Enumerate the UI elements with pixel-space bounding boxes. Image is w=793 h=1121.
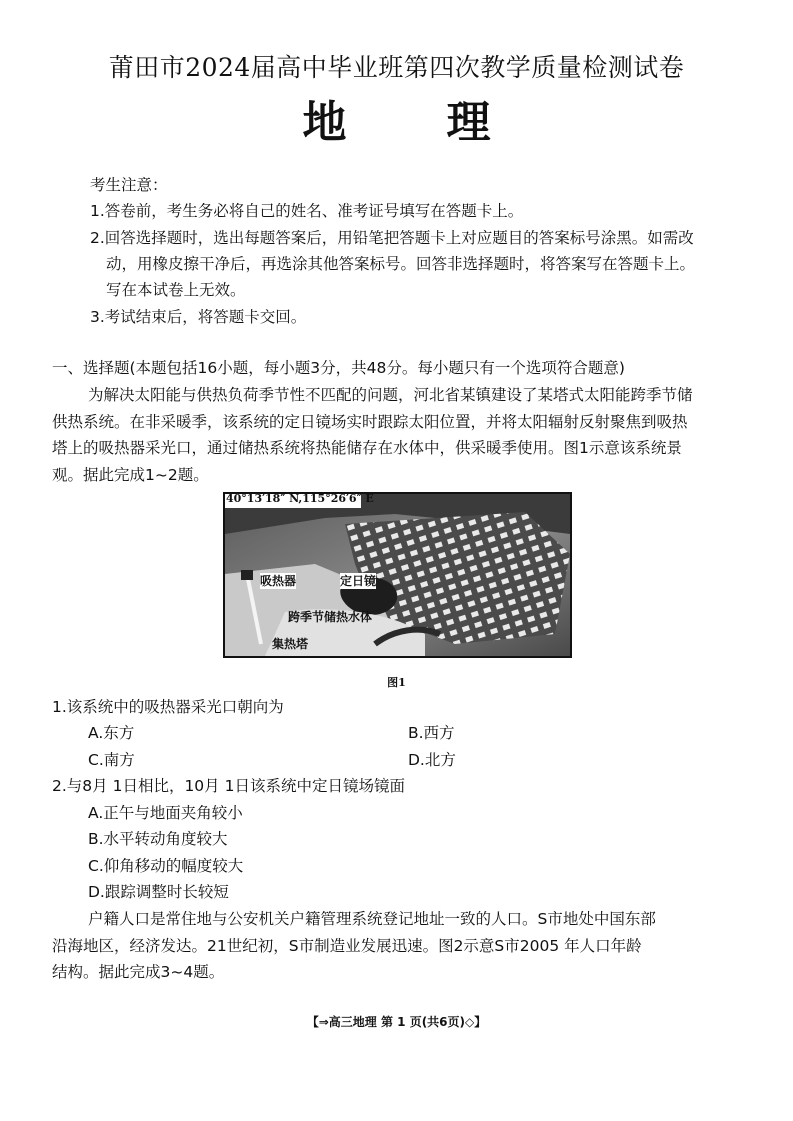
notice-item-2-cont: 动，用橡皮擦干净后，再选涂其他答案标号。回答非选择题时，将答案写在答题卡上。 (106, 255, 696, 273)
page-footer: 【⇒高三地理 第 1 页(共6页)◇】 (306, 1015, 487, 1029)
notice-item-2: 2.回答选择题时，选出每题答案后，用铅笔把答题卡上对应题目的答案标号涂黑。如需改 (90, 229, 694, 247)
question-1-option-a: A.东方 (88, 724, 135, 742)
exam-title: 莆田市2024届高中毕业班第四次教学质量检测试卷 (108, 53, 685, 82)
question-2-option-b: B.水平转动角度较大 (88, 830, 228, 848)
subject-char-2: 理 (446, 97, 491, 148)
figure-1-label-heliostat: 定日镜 (340, 574, 377, 588)
question-1-option-b: B.西方 (408, 724, 455, 742)
section-heading: 一、选择题(本题包括16小题，每小题3分，共48分。每小题只有一个选项符合题意) (52, 359, 625, 377)
subject-char-1: 地 (302, 97, 347, 148)
intro-line-1: 为解决太阳能与供热负荷季节性不匹配的问题，河北省某镇建设了某塔式太阳能跨季节储 (88, 386, 693, 404)
question-1-stem: 1.该系统中的吸热器采光口朝向为 (52, 698, 284, 716)
subject-title (0, 86, 793, 150)
notice-heading: 考生注意： (90, 176, 168, 194)
notice-item-2-end: 写在本试卷上无效。 (106, 281, 246, 299)
figure-1-label-absorber: 吸热器 (260, 574, 297, 588)
question-2-option-d: D.跟踪调整时长较短 (88, 883, 229, 901)
passage-2-line-2: 沿海地区，经济发达。21世纪初，S市制造业发展迅速。图2示意S市2005 年人口年龄 (52, 937, 642, 955)
question-1-option-d: D.北方 (408, 751, 456, 769)
figure-1-label-storage: 跨季节储热水体 (288, 610, 373, 624)
intro-line-3: 塔上的吸热器采光口，通过储热系统将热能储存在水体中，供采暖季使用。图1示意该系统景 (52, 439, 682, 457)
figure-1-caption: 图1 (387, 676, 406, 689)
passage-2-line-1: 户籍人口是常住地与公安机关户籍管理系统登记地址一致的人口。S市地处中国东部 (88, 910, 656, 928)
question-2-option-c: C.仰角移动的幅度较大 (88, 857, 244, 875)
intro-line-2: 供热系统。在非采暖季，该系统的定日镜场实时跟踪太阳位置，并将太阳辐射反射聚焦到吸热 (52, 413, 688, 431)
question-2-stem: 2.与8月 1日相比，10月 1日该系统中定日镜场镜面 (52, 777, 405, 795)
question-2-option-a: A.正午与地面夹角较小 (88, 804, 243, 822)
notice-item-3: 3.考试结束后，将答题卡交回。 (90, 308, 307, 326)
notice-item-1: 1.答卷前，考生务必将自己的姓名、准考证号填写在答题卡上。 (90, 202, 524, 220)
question-1-option-c: C.南方 (88, 751, 135, 769)
intro-line-4: 观。据此完成1~2题。 (52, 466, 209, 484)
figure-1-coordinates: 40°13′18″ N,115°26′6″ E (226, 492, 374, 505)
figure-1-label-tower: 集热塔 (272, 637, 309, 651)
passage-2-line-3: 结构。据此完成3~4题。 (52, 963, 225, 981)
